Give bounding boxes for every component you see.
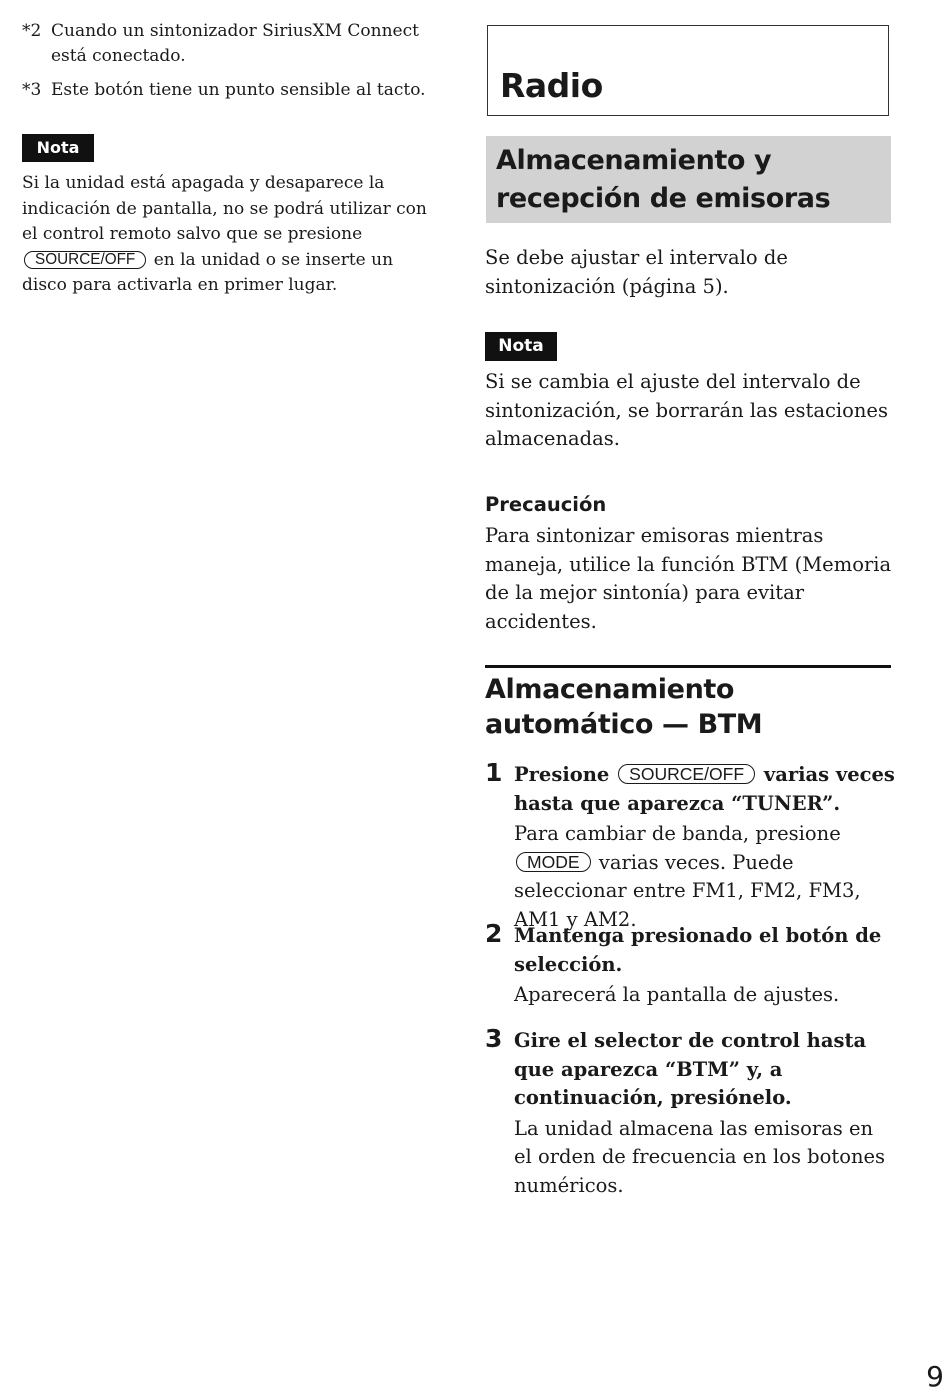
step-body — [514, 922, 895, 1010]
note-text — [22, 171, 437, 299]
precaucion-title: Precaución — [485, 493, 607, 516]
step-description: La unidad almacena las emisoras en el orden de frecuencia en los botones numéricos. — [514, 1116, 886, 1197]
source-off-key: SOURCE/OFF — [618, 764, 755, 784]
step-3 — [485, 1024, 895, 1200]
step-number: 3 — [485, 1024, 503, 1053]
step-description: Aparecerá la pantalla de ajustes. — [514, 983, 840, 1006]
page-number: 9 — [926, 1360, 944, 1393]
footnote-mark: *3 — [22, 80, 42, 100]
source-off-key: SOURCE/OFF — [24, 251, 146, 269]
step-instruction: Mantenga presionado el botón de selección. — [514, 924, 882, 976]
section-divider — [485, 665, 891, 668]
footnote-text: Este botón tiene un punto sensible al tacto. — [51, 80, 426, 100]
note-text-after: en la unidad o se inserte un disco para activarla en primer lugar. — [22, 249, 394, 295]
nota-badge: Nota — [485, 332, 557, 361]
section-title: Almacenamiento y recepción de emisoras — [496, 145, 831, 214]
step-2 — [485, 919, 895, 1010]
footnote-2 — [22, 19, 432, 69]
step-description-before: Para cambiar de banda, presione — [514, 822, 841, 845]
precaucion-text: Para sintonizar emisoras mientras maneja, utilice la función BTM (Memoria de la mejor sintonía) para evitar accidentes. — [485, 524, 892, 633]
section-header — [486, 136, 891, 223]
step-number: 1 — [485, 758, 503, 787]
footnote-3 — [22, 78, 432, 103]
step-body — [514, 761, 895, 934]
step-description-after: varias veces. Puede seleccionar entre FM1, FM2, FM3, AM1 y AM2. — [514, 850, 861, 931]
step-instruction-after: varias veces hasta que aparezca “TUNER”. — [514, 763, 895, 815]
step-body — [514, 1027, 895, 1200]
btm-section-title: Almacenamiento automático — BTM — [485, 674, 763, 740]
step-instruction — [514, 761, 895, 818]
footnote-text: Cuando un sintonizador SiriusXM Connect está conectado. — [51, 21, 419, 66]
intro-text: Se debe ajustar el intervalo de sintonización (página 5). — [485, 246, 788, 298]
footnote-mark: *2 — [22, 21, 42, 41]
mode-key: MODE — [516, 852, 591, 872]
step-description — [514, 820, 895, 934]
step-number: 2 — [485, 919, 503, 948]
step-1 — [485, 758, 895, 934]
chapter-title-box — [487, 25, 889, 116]
nota-badge: Nota — [22, 134, 94, 162]
chapter-title: Radio — [500, 66, 603, 105]
nota-text: Si se cambia el ajuste del intervalo de sintonización, se borrarán las estaciones almacenadas. — [485, 370, 888, 450]
step-instruction-before: Presione — [514, 763, 610, 786]
note-text-before: Si la unidad está apagada y desaparece la indicación de pantalla, no se podrá utilizar con el control remoto salvo que se presione — [22, 173, 427, 244]
step-instruction: Gire el selector de control hasta que aparezca “BTM” y, a continuación, presiónelo. — [514, 1029, 867, 1109]
